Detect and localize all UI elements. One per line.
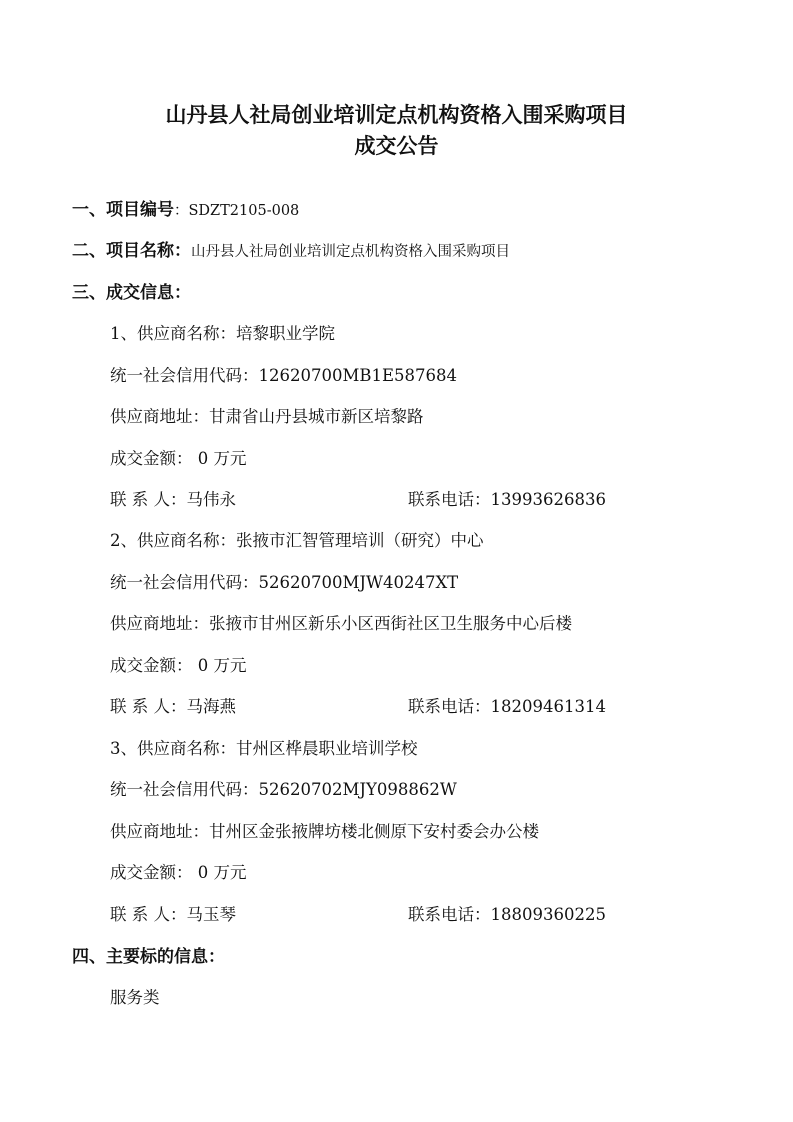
supplier-3-credit-code: 统一社会信用代码：52620702MJY098862W <box>110 780 457 799</box>
section-deal-info <box>72 282 191 304</box>
supplier-1-amount: 成交金额： 0 万元 <box>110 449 247 468</box>
supplier-3-contact: 联 系 人：马玉琴 <box>110 905 236 924</box>
supplier-2-address: 供应商地址：张掖市甘州区新乐小区西街社区卫生服务中心后楼 <box>110 614 572 633</box>
section-project-name <box>72 240 510 263</box>
section-heading: 二、项目名称： <box>72 241 191 261</box>
section-main-subject <box>72 946 225 968</box>
supplier-2-amount: 成交金额： 0 万元 <box>110 656 247 675</box>
supplier-3-address: 供应商地址：甘州区金张掖牌坊楼北侧原下安村委会办公楼 <box>110 822 539 841</box>
section-heading: 四、主要标的信息： <box>72 947 225 967</box>
supplier-1-name: 1、供应商名称：培黎职业学院 <box>110 324 335 343</box>
supplier-1-address: 供应商地址：甘肃省山丹县城市新区培黎路 <box>110 407 424 426</box>
supplier-2-name: 2、供应商名称：张掖市汇智管理培训（研究）中心 <box>110 531 484 550</box>
supplier-3-phone: 联系电话：18809360225 <box>408 905 606 924</box>
project-name-value: 山丹县人社局创业培训定点机构资格入围采购项目 <box>191 244 510 260</box>
supplier-3-amount: 成交金额： 0 万元 <box>110 863 247 882</box>
supplier-1-contact: 联 系 人：马伟永 <box>110 490 236 509</box>
document-title-line-2: 成交公告 <box>354 134 439 158</box>
supplier-2-contact: 联 系 人：马海燕 <box>110 697 236 716</box>
supplier-1-credit-code: 统一社会信用代码：12620700MB1E587684 <box>110 366 458 385</box>
project-number-value: ：SDZT2105-008 <box>174 203 300 219</box>
section-heading: 三、成交信息： <box>72 283 191 303</box>
main-subject-value: 服务类 <box>110 988 160 1007</box>
supplier-2-phone: 联系电话：18209461314 <box>408 697 606 716</box>
supplier-1-phone: 联系电话：13993626836 <box>408 490 606 509</box>
supplier-2-credit-code: 统一社会信用代码：52620700MJW40247XT <box>110 573 459 592</box>
supplier-3-name: 3、供应商名称：甘州区桦晨职业培训学校 <box>110 739 418 758</box>
document-title-line-1: 山丹县人社局创业培训定点机构资格入围采购项目 <box>165 103 628 127</box>
section-heading: 一、项目编号 <box>72 200 174 220</box>
section-project-number <box>72 199 299 222</box>
